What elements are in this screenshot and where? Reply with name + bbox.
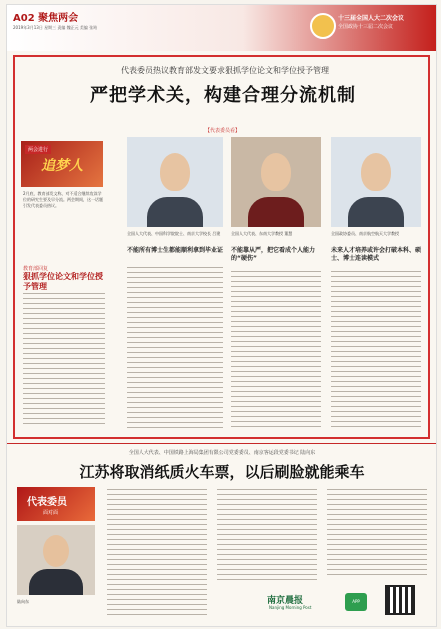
banner-kicker: 两会进行 [25, 145, 51, 154]
qr-code-icon[interactable] [385, 585, 415, 615]
highlighted-article[interactable] [13, 55, 430, 439]
emblem-icon [310, 13, 336, 39]
article2-text-column-3 [327, 489, 427, 579]
article-intro: 2月底，教育部发文称，对不适合继续攻读学位的研究生要及早分流。两会期间，这一话题引发代表委员热议。 [23, 191, 103, 208]
side-kicker: 教育部回复 [23, 266, 49, 272]
article2-text-column-1 [107, 489, 207, 619]
article2-text-column-2 [217, 489, 317, 584]
banner2-title: 代表委员 [27, 497, 67, 508]
article-title: 严把学术关，构建合理分流机制 [90, 85, 356, 106]
body-text-column-0 [23, 293, 105, 428]
section-label: A02 聚焦两会 [13, 13, 79, 24]
article2-banner [17, 487, 95, 521]
event-line-1: 十三届全国人大二次会议 [338, 15, 405, 22]
event-badge [310, 11, 428, 43]
body-text-column-1 [127, 267, 223, 432]
article2-title[interactable]: 江苏将取消纸质火车票，以后刷脸就能乘车 [79, 463, 365, 481]
event-line-2: 全国政协十三届二次会议 [338, 24, 394, 30]
photo-caption-4: 陆向东 [17, 599, 29, 604]
article-subtitle: 代表委员热议教育部发文要求狠抓学位论文和学位授予管理 [121, 66, 329, 75]
column-heading-3: 未来人才培养或许会打破本科、硕士、博士连读模式 [331, 247, 422, 262]
portrait-photo-4 [17, 525, 95, 595]
issue-date: 2019年3月13日 星期三 责编 魏正元 美编 张筠 [13, 25, 98, 30]
portrait-photo-1 [127, 137, 223, 227]
photo-caption-1: 全国人大代表、中国科学院院士、南京大学校长 吕建 [127, 231, 221, 236]
banner-title: 追梦人 [41, 158, 83, 174]
rep-tag: 【代表委员看】 [205, 128, 241, 134]
column-heading-2: 不能靠从严，把它看成个人能力的“硬伤” [231, 247, 316, 262]
side-headline [23, 265, 105, 292]
article2-subtitle: 全国人大代表、中国铁路上海局集团有限公司党委委员、南京客运段党委书记 陆向东 [128, 450, 316, 456]
app-icon[interactable]: APP [345, 593, 367, 611]
portrait-photo-3 [331, 137, 421, 227]
newspaper-logo-sub: Nanjing Morning Post [269, 605, 312, 610]
photo-caption-2: 全国人大代表、东南大学教授 董慧 [231, 231, 293, 236]
portrait-photo-2 [231, 137, 321, 227]
side-title: 狠抓学位论文和学位授予管理 [23, 272, 103, 291]
banner2-kicker: 面对面 [43, 510, 59, 516]
column-banner [21, 141, 103, 187]
photo-caption-3: 全国政协委员、南京航空航天大学教授 [331, 231, 399, 236]
body-text-column-2 [231, 271, 321, 431]
column-heading-1: 不能所有博士生都能顺利拿到毕业证 [127, 247, 224, 254]
page-header [7, 5, 436, 51]
section-divider [7, 443, 436, 444]
newspaper-logo: 南京晨报 [267, 596, 304, 606]
body-text-column-3 [331, 271, 421, 431]
newspaper-page [6, 4, 437, 627]
